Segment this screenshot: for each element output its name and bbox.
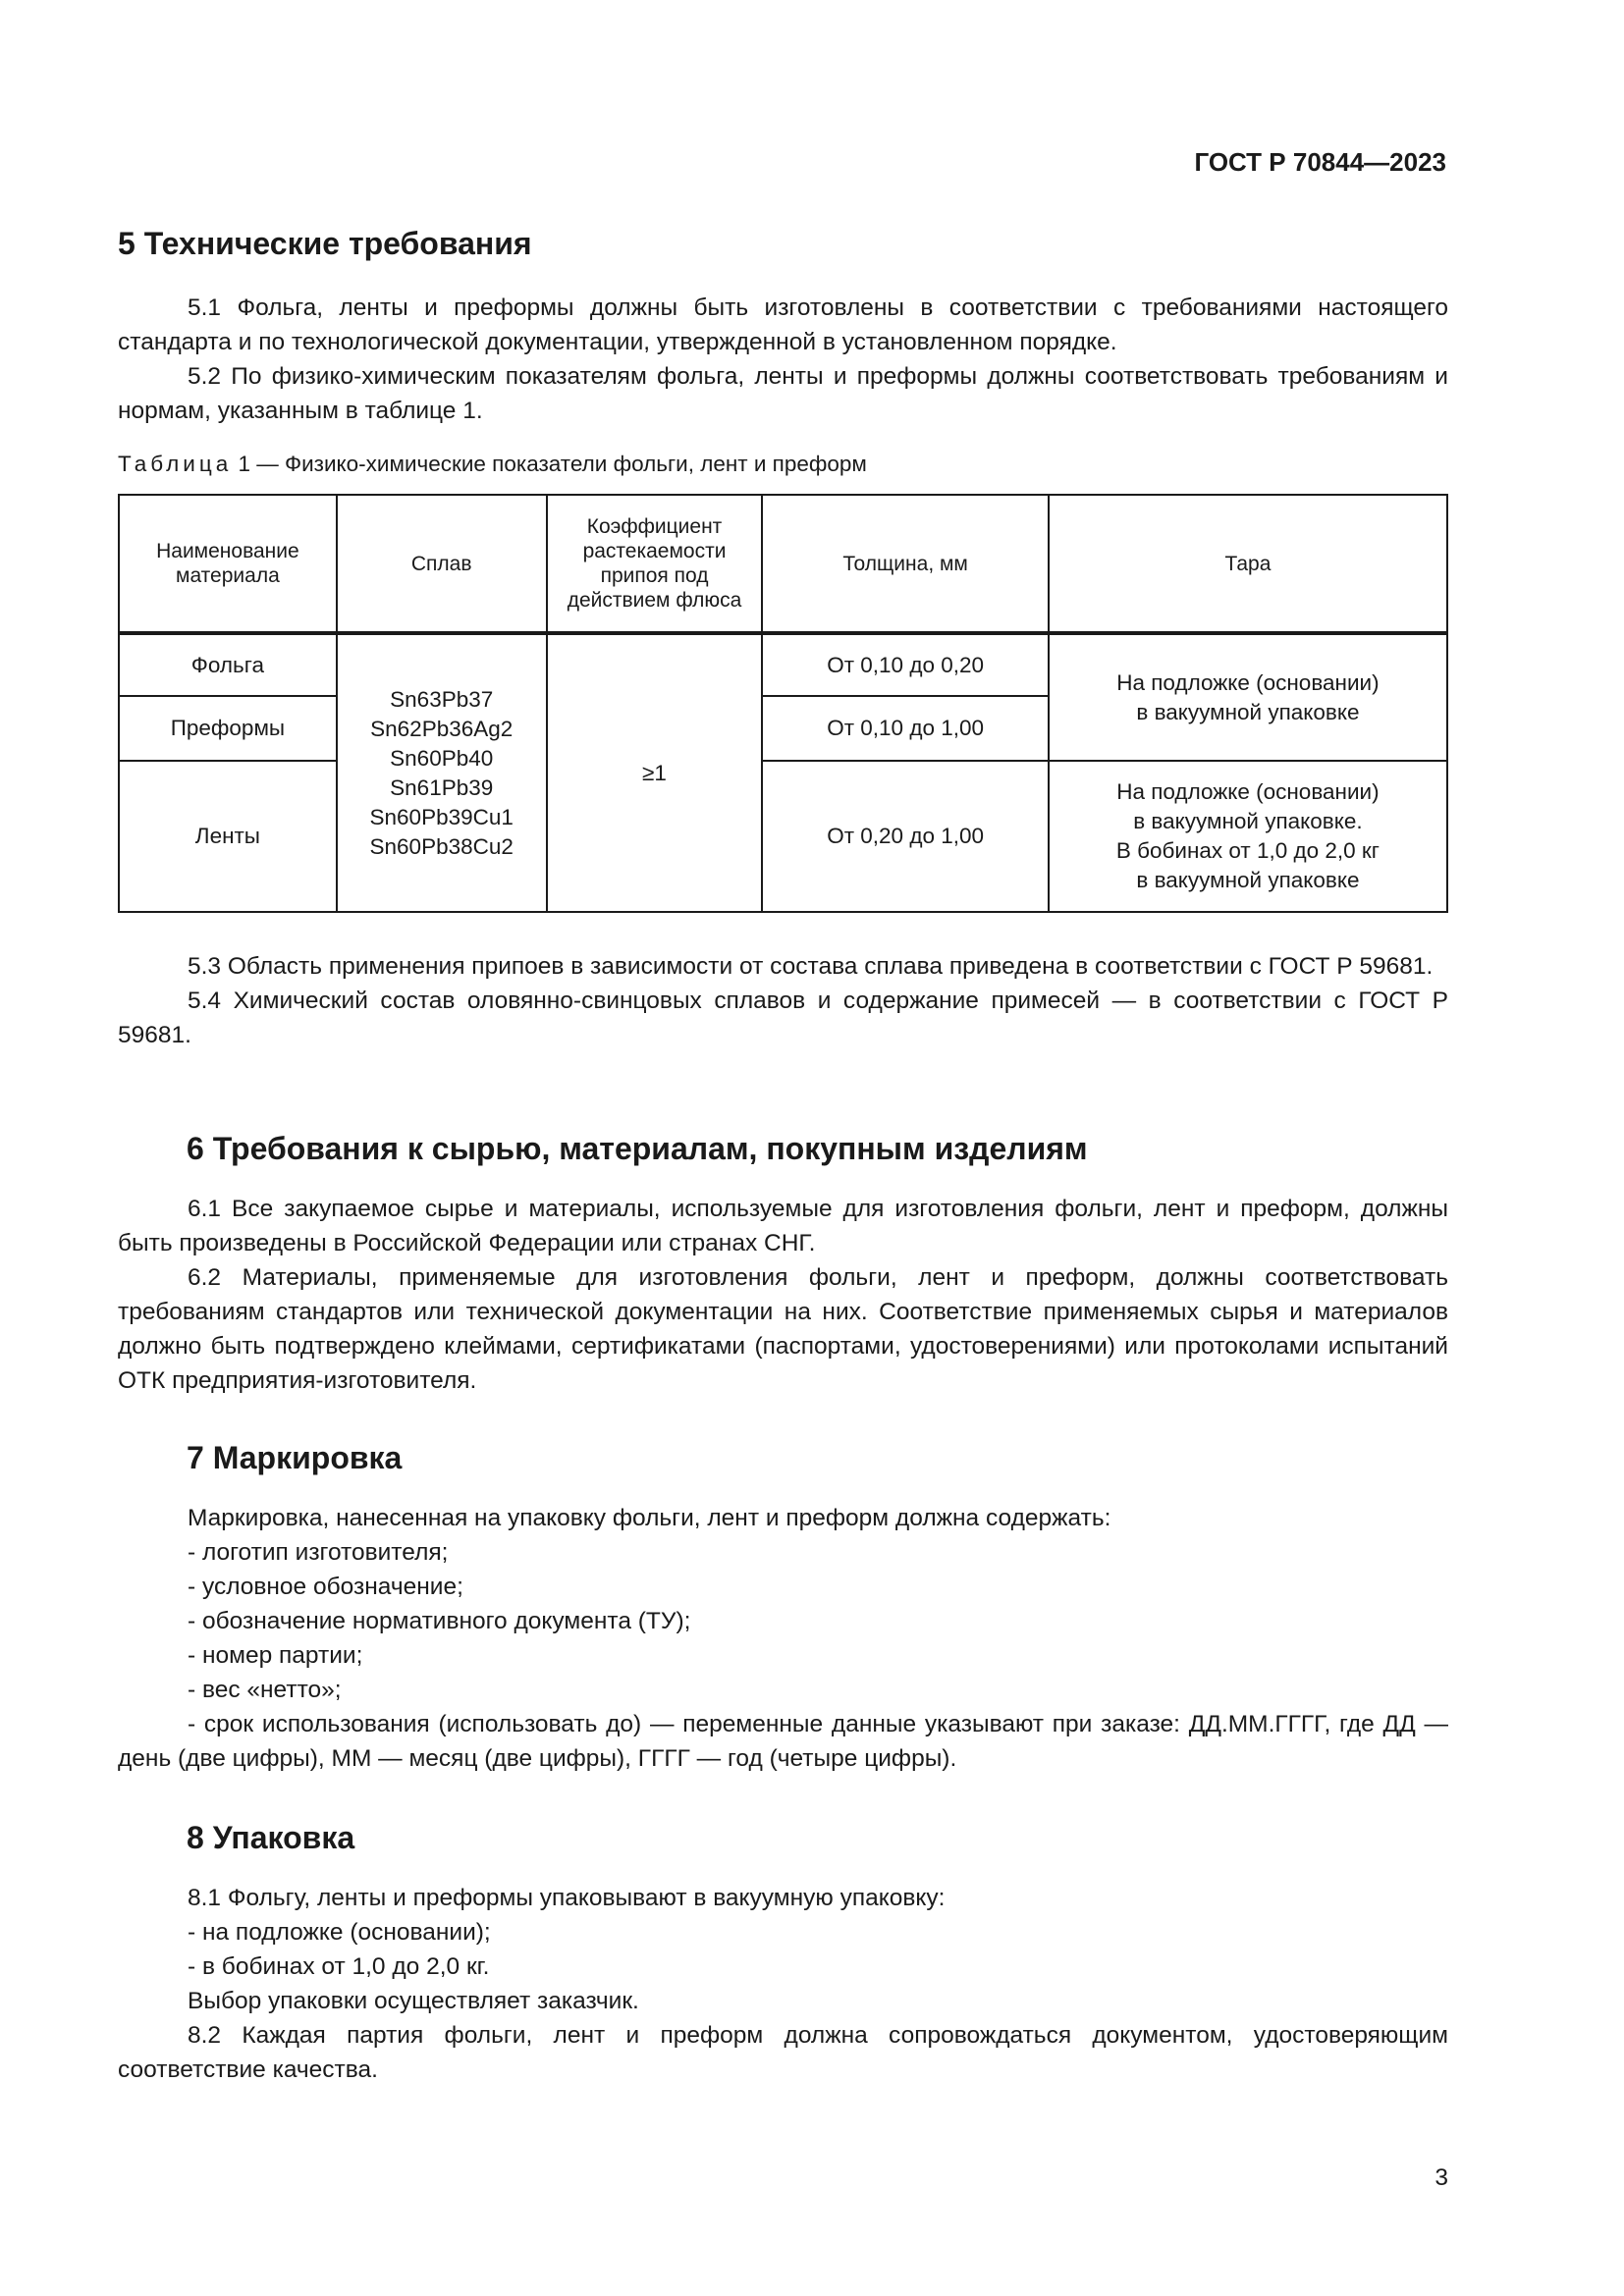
alloy-item: Sn60Pb39Cu1 (369, 804, 514, 829)
table-row (119, 633, 1447, 696)
cell-material: Преформы (119, 696, 337, 761)
header-material: Наименование материала (119, 495, 337, 633)
paragraph-5-2: 5.2 По физико-химическим показателям фольга, ленты и преформы должны соответствовать требованиям и нормам, указанным в таблице 1. (118, 363, 1448, 424)
packaging-list-item: - на подложке (основании); (188, 1919, 491, 1946)
section-6 (118, 1129, 1448, 1398)
table-row (119, 761, 1447, 912)
marking-list-item: - вес «нетто»; (188, 1677, 342, 1703)
table-1 (118, 494, 1448, 913)
marking-list-item: - логотип изготовителя; (188, 1539, 449, 1566)
section-8-title: 8 Упаковка (187, 1820, 355, 1855)
paragraph-5-1: 5.1 Фольга, ленты и преформы должны быть изготовлены в соответствии с требованиями настоящего стандарта и по технологической документации, утвержденной в установленном порядке. (118, 294, 1448, 355)
cell-container-foil-preforms (1049, 633, 1447, 761)
section-6-title: 6 Требования к сырью, материалам, покупным изделиям (187, 1131, 1088, 1166)
header-thickness: Толщина, мм (762, 495, 1048, 633)
cell-thickness: От 0,10 до 0,20 (762, 633, 1048, 696)
alloy-item: Sn62Pb36Ag2 (370, 716, 514, 741)
cell-material: Ленты (119, 761, 337, 912)
cell-material: Фольга (119, 633, 337, 696)
header-coefficient: Коэффициент растекаемости припоя под действием флюса (547, 495, 763, 633)
table-caption-text: 1 — Физико-химические показатели фольги, лент и преформ (232, 452, 867, 476)
section-5-continued (118, 949, 1448, 1052)
marking-list-item: - условное обозначение; (188, 1574, 463, 1600)
header-container: Тара (1049, 495, 1447, 633)
table-caption-label: Таблица (118, 452, 233, 476)
cell-alloys (337, 633, 547, 912)
section-8 (118, 1818, 1448, 2087)
cell-container-tapes (1049, 761, 1447, 912)
paragraph-6-1: 6.1 Все закупаемое сырье и материалы, используемые для изготовления фольги, лент и преформ, должны быть произведены в Российской Федерации или странах СНГ. (118, 1196, 1448, 1256)
cell-thickness: От 0,20 до 1,00 (762, 761, 1048, 912)
container-line: в вакуумной упаковке (1136, 699, 1360, 724)
table-header-row (119, 495, 1447, 633)
container-line: На подложке (основании) (1116, 779, 1380, 804)
packaging-choice: Выбор упаковки осуществляет заказчик. (188, 1988, 639, 2014)
container-line: в вакуумной упаковке. (1133, 809, 1363, 833)
marking-intro: Маркировка, нанесенная на упаковку фольги, лент и преформ должна содержать: (188, 1505, 1111, 1531)
marking-list-item-last: - срок использования (использовать до) — переменные данные указывают при заказе: ДД.ММ.ГГГГ, где ДД — день (две цифры), ММ — месяц (две цифры), ГГГГ — год (четыре цифры). (118, 1711, 1448, 1772)
cell-thickness: От 0,10 до 1,00 (762, 696, 1048, 761)
section-5 (118, 224, 1448, 428)
table-1-caption (118, 452, 867, 477)
section-7-title: 7 Маркировка (187, 1440, 403, 1475)
container-line: в вакуумной упаковке (1136, 868, 1360, 892)
alloy-item: Sn63Pb37 (390, 686, 494, 712)
marking-list-item: - обозначение нормативного документа (ТУ); (188, 1608, 691, 1634)
alloy-item: Sn60Pb40 (390, 745, 494, 771)
container-line: На подложке (основании) (1116, 669, 1380, 695)
paragraph-8-1: 8.1 Фольгу, ленты и преформы упаковывают в вакуумную упаковку: (188, 1885, 946, 1911)
alloy-item: Sn60Pb38Cu2 (369, 833, 514, 859)
container-line: В бобинах от 1,0 до 2,0 кг (1115, 838, 1380, 863)
packaging-list-item: - в бобинах от 1,0 до 2,0 кг. (188, 1953, 490, 1980)
section-5-title: 5 Технические требования (118, 226, 532, 261)
paragraph-8-2: 8.2 Каждая партия фольги, лент и преформ должна сопровождаться документом, удостоверяющим соответствие качества. (118, 2022, 1448, 2083)
cell-coefficient: ≥1 (547, 633, 763, 912)
marking-list-item: - номер партии; (188, 1642, 363, 1669)
paragraph-6-2: 6.2 Материалы, применяемые для изготовления фольги, лент и преформ, должны соответствовать требованиям стандартов или технической документации на них. Соответствие применяемых сырья и материалов должно быть подтверждено клеймами, сертификатами (паспортами, удостоверениями) или протоколами испытаний ОТК предприятия-изготовителя. (118, 1264, 1448, 1394)
alloy-item: Sn61Pb39 (390, 774, 494, 800)
section-7 (118, 1438, 1448, 1776)
page-number: 3 (1435, 2164, 1448, 2191)
paragraph-5-3: 5.3 Область применения припоев в зависимости от состава сплава приведена в соответствии с ГОСТ Р 59681. (188, 953, 1434, 980)
document-code: ГОСТ Р 70844—2023 (1194, 147, 1446, 177)
paragraph-5-4: 5.4 Химический состав оловянно-свинцовых сплавов и содержание примесей — в соответствии с ГОСТ Р 59681. (118, 988, 1448, 1048)
header-alloy: Сплав (337, 495, 547, 633)
